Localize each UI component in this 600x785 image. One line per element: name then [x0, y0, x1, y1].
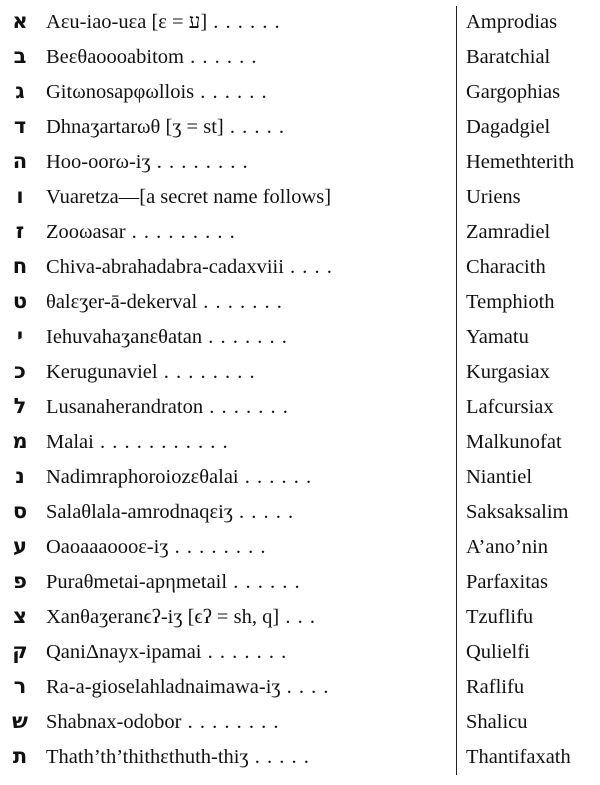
name-text: A [46, 11, 61, 33]
name-text: ε [60, 11, 70, 33]
hebrew-letter: ד [13, 114, 27, 138]
secret-name [46, 149, 446, 175]
angel-name: Malkunofat [466, 431, 562, 453]
name-text: Dhnaʒartarωθ [ʒ = st] [46, 116, 224, 138]
name-text: ע [188, 11, 201, 33]
hebrew-letter: מ [12, 429, 28, 453]
table-row [0, 494, 600, 529]
hebrew-letter: י [16, 324, 24, 348]
leader-dots: . . . . . [248, 746, 310, 768]
table-row [0, 179, 600, 214]
angel-name: Yamatu [466, 326, 529, 348]
secret-name [46, 254, 446, 280]
table-row [0, 319, 600, 354]
table-row [0, 529, 600, 564]
hebrew-letter: ר [13, 674, 27, 698]
table-row [0, 214, 600, 249]
secret-name [46, 44, 446, 70]
name-text: ε [128, 11, 138, 33]
name-text: Lusanaherandraton [46, 396, 204, 418]
angel-name: Zamradiel [466, 221, 551, 243]
table-row [0, 284, 600, 319]
table-row [0, 74, 600, 109]
angel-name: Kurgasiax [466, 361, 550, 383]
secret-name [46, 114, 446, 140]
angel-name: Dagadgiel [466, 116, 551, 138]
leader-dots: . . . . . . . [197, 291, 283, 313]
name-text: Shabnax-odobor [46, 711, 182, 733]
secret-name [46, 464, 446, 490]
hebrew-letter: ע [13, 534, 27, 558]
angel-name: Qulielfi [466, 641, 530, 663]
angel-name: Parfaxitas [466, 571, 548, 593]
hebrew-letter: ש [12, 709, 28, 733]
name-text: Hoo-oorω-iʒ [46, 151, 151, 173]
name-text: Puraθmetai-apηmetail [46, 571, 228, 593]
secret-name [46, 429, 446, 455]
leader-dots: . . . . . [223, 116, 285, 138]
angel-name: A’ano’nin [466, 536, 548, 558]
secret-name [46, 744, 446, 770]
table-row [0, 144, 600, 179]
secret-name [46, 534, 446, 560]
leader-dots: . . . . . [232, 501, 295, 523]
secret-name [46, 639, 446, 665]
table-row [0, 109, 600, 144]
correspondence-table [0, 4, 600, 774]
hebrew-letter: ב [13, 44, 27, 68]
leader-dots: . . . . . . [194, 81, 268, 103]
angel-name: Shalicu [466, 711, 528, 733]
leader-dots: . . . [279, 606, 316, 628]
table-row [0, 739, 600, 774]
name-text: Nadimraphoroiozεθalai [46, 466, 239, 488]
leader-dots: . . . . . . . . [157, 361, 256, 383]
leader-dots: . . . . [283, 256, 333, 278]
angel-name: Hemethterith [466, 151, 575, 173]
leader-dots: . . . . . . . [202, 326, 288, 348]
table-row [0, 424, 600, 459]
name-text: Xanθaʒeranϵʔ-iʒ [ϵʔ = sh, q] [46, 606, 280, 628]
name-text: θalεʒer-ā-dekerval [46, 291, 198, 313]
angel-name: Amprodias [466, 11, 558, 33]
name-text: Oaoaaaoooε-iʒ [46, 536, 169, 558]
secret-name [46, 394, 446, 420]
angel-name: Characith [466, 256, 546, 278]
angel-name: Lafcursiax [466, 396, 554, 418]
angel-name: Saksaksalim [466, 501, 569, 523]
table-row [0, 704, 600, 739]
name-text: ] [200, 11, 208, 33]
secret-name [46, 184, 446, 210]
hebrew-letter: ג [15, 79, 25, 103]
table-row [0, 459, 600, 494]
hebrew-letter: כ [14, 359, 26, 383]
angel-name: Tzuflifu [466, 606, 534, 628]
name-text: Salaθlala-amrodnaqεiʒ [46, 501, 233, 523]
name-text: Thath’th’thithεthuth-thiʒ [46, 746, 249, 768]
hebrew-letter: ה [12, 149, 28, 173]
name-text: Chiva-abrahadabra-cadaxviii [46, 256, 284, 278]
leader-dots: . . . . . . . . [181, 711, 280, 733]
leader-dots: . . . . . . [227, 571, 301, 593]
name-text: Kerugunaviel [46, 361, 158, 383]
table-row [0, 634, 600, 669]
name-text: Vuaretza—[a secret name follows] [46, 186, 332, 208]
table-row [0, 39, 600, 74]
angel-name: Gargophias [466, 81, 561, 103]
leader-dots: . . . . . . [184, 46, 258, 68]
name-text: Malai [46, 431, 94, 453]
angel-name: Uriens [466, 186, 521, 208]
angel-name: Thantifaxath [466, 746, 571, 768]
secret-name [46, 569, 446, 595]
name-text: QaniΔnayx-ipamai [46, 641, 202, 663]
secret-name [46, 289, 446, 315]
hebrew-letter: ק [12, 639, 28, 663]
leader-dots: . . . . . . . . [150, 151, 249, 173]
hebrew-letter: ח [12, 254, 28, 278]
leader-dots: . . . . . . . . . [125, 221, 236, 243]
leader-dots: . . . . [280, 676, 330, 698]
leader-dots: . . . . . . [207, 11, 281, 33]
leader-dots: . . . . . . . [201, 641, 288, 663]
hebrew-letter: ט [12, 289, 28, 313]
table-row [0, 249, 600, 284]
angel-name: Baratchial [466, 46, 551, 68]
secret-name [46, 79, 446, 105]
secret-name [46, 604, 446, 630]
secret-name [46, 359, 446, 385]
hebrew-letter: א [12, 9, 28, 33]
hebrew-letter: ת [12, 744, 28, 768]
column-divider [456, 6, 457, 775]
angel-name: Raflifu [466, 676, 525, 698]
table-row [0, 4, 600, 39]
name-text: Beεθaoooabitom [46, 46, 184, 68]
name-text: u-iao-u [69, 11, 129, 33]
leader-dots: . . . . . . [238, 466, 313, 488]
table-row [0, 564, 600, 599]
hebrew-letter: נ [15, 464, 25, 488]
leader-dots: . . . . . . . . . . . [93, 431, 229, 453]
hebrew-letter: ו [16, 184, 24, 208]
angel-name: Temphioth [466, 291, 555, 313]
angel-name: Niantiel [466, 466, 533, 488]
name-text: Gitωnosapφωllois [46, 81, 195, 103]
name-text: ε [158, 11, 167, 33]
hebrew-letter: צ [13, 604, 27, 628]
secret-name [46, 674, 446, 700]
hebrew-letter: ז [15, 219, 25, 243]
leader-dots: . . . . . . . [203, 396, 289, 418]
table-row [0, 389, 600, 424]
secret-name [46, 709, 446, 735]
hebrew-letter: ל [13, 394, 27, 418]
name-text: = [166, 11, 189, 33]
name-text: Zooωasar [46, 221, 126, 243]
secret-name [46, 9, 446, 35]
name-text: Ra-a-gioselahladnaimawa-iʒ [46, 676, 281, 698]
secret-name [46, 219, 446, 245]
secret-name [46, 324, 446, 350]
name-text: Iehuvahaʒanεθatan [46, 326, 203, 348]
name-text: a [ [137, 11, 159, 33]
table-row [0, 669, 600, 704]
secret-name [46, 499, 446, 525]
hebrew-letter: פ [13, 569, 27, 593]
table-row [0, 599, 600, 634]
table-row [0, 354, 600, 389]
leader-dots: . . . . . . . . [168, 536, 267, 558]
hebrew-letter: ס [12, 499, 28, 523]
